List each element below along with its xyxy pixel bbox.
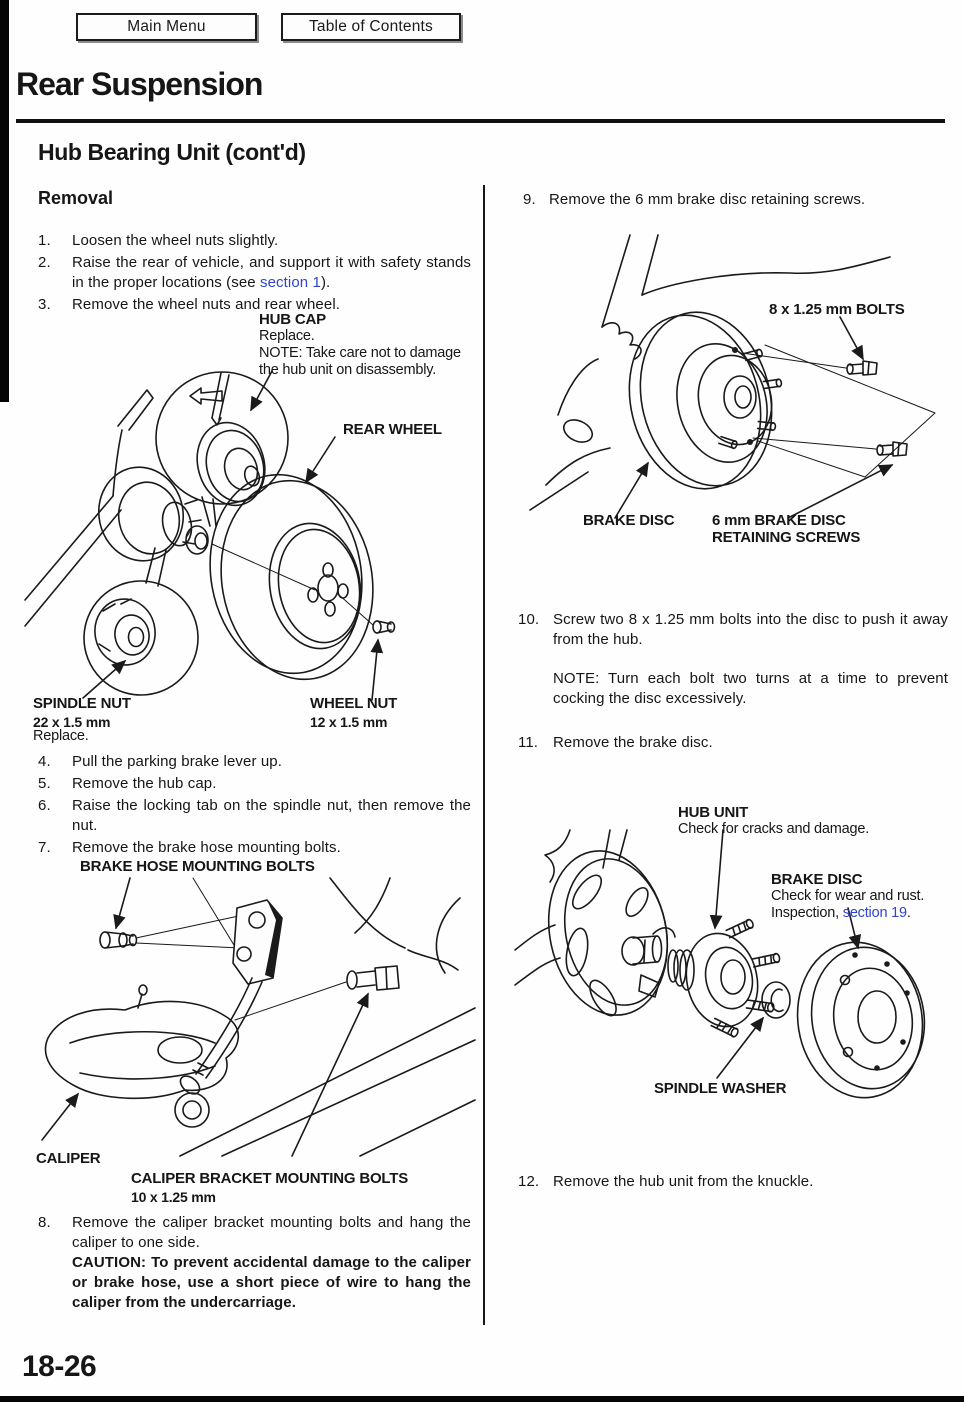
hub-cap-note: NOTE: Take care not to damage the hub unit on disassembly. bbox=[259, 345, 461, 378]
retaining-screws-label-line1: 6 mm BRAKE DISC bbox=[712, 512, 846, 529]
removal-subheading: Removal bbox=[38, 188, 114, 208]
wheel-nut-callout bbox=[310, 695, 397, 730]
step-text-segment: ). bbox=[320, 274, 331, 291]
rear-wheel-label: REAR WHEEL bbox=[343, 421, 442, 438]
steps-1-3 bbox=[38, 231, 471, 317]
step-12-block bbox=[518, 1172, 948, 1194]
brake-disc-diagram bbox=[530, 235, 960, 520]
hub-unit-label: HUB UNIT bbox=[678, 804, 749, 821]
step-number: 12. bbox=[518, 1173, 540, 1190]
step-9-block bbox=[523, 190, 947, 212]
section-1-link[interactable]: section 1 bbox=[260, 274, 321, 291]
step-number: 4. bbox=[38, 753, 51, 770]
step-12 bbox=[518, 1172, 948, 1192]
brake-disc-arrow bbox=[615, 463, 648, 518]
scan-edge-bottom bbox=[0, 1396, 964, 1402]
bracket-bolts-label: CALIPER BRACKET MOUNTING BOLTS bbox=[131, 1170, 409, 1187]
inspection-text: . bbox=[906, 905, 911, 921]
wheel-stud bbox=[711, 1018, 739, 1038]
brake-disc-shape bbox=[612, 298, 790, 503]
step-text: Pull the parking brake lever up. bbox=[72, 753, 282, 770]
spindle-nut-callout bbox=[33, 695, 131, 743]
main-menu-button[interactable] bbox=[76, 13, 257, 41]
scan-edge-left bbox=[0, 0, 9, 402]
step-text: Raise the locking tab on the spindle nut, then remove the nut. bbox=[72, 797, 471, 834]
step-text bbox=[72, 1213, 471, 1313]
brake-disc-inspection-note bbox=[771, 905, 924, 922]
push-bolt-shape bbox=[847, 361, 877, 375]
bracket-bolts-size: 10 x 1.25 mm bbox=[131, 1189, 216, 1205]
step-8-text: Remove the caliper bracket mounting bolts and hang the caliper to one side. bbox=[72, 1214, 471, 1251]
step-number: 3. bbox=[38, 296, 51, 313]
step-number: 2. bbox=[38, 254, 51, 271]
step-text: Remove the hub cap. bbox=[72, 775, 217, 792]
plane-outline bbox=[758, 345, 935, 477]
spindle-washer-shape bbox=[762, 982, 790, 1018]
steps-4-7 bbox=[38, 752, 471, 860]
step-10-text: Screw two 8 x 1.25 mm bolts into the disc to push it away from the hub. bbox=[553, 611, 948, 648]
spindle-nut-arrow bbox=[83, 661, 125, 698]
step-text: Remove the hub unit from the knuckle. bbox=[553, 1173, 814, 1190]
strut-knuckle-lines bbox=[530, 235, 890, 510]
step-10-block bbox=[518, 610, 948, 711]
backing-plate-shape bbox=[534, 840, 682, 1026]
step-8 bbox=[38, 1213, 471, 1313]
bracket-bolt-shape bbox=[347, 966, 399, 990]
caliper-label: CALIPER bbox=[36, 1150, 101, 1167]
bracket-bolts-arrow bbox=[292, 994, 368, 1156]
step-number: 11. bbox=[518, 734, 539, 751]
step-text bbox=[553, 610, 948, 709]
hub-unit-note: Check for cracks and damage. bbox=[678, 821, 870, 837]
bolts-8x125-label: 8 x 1.25 mm BOLTS bbox=[769, 301, 905, 318]
retaining-screws-label-line2: RETAINING SCREWS bbox=[712, 529, 861, 546]
page-title: Rear Suspension bbox=[16, 66, 263, 102]
brake-disc-shape bbox=[787, 933, 935, 1106]
step-10-note: NOTE: Turn each bolt two turns at a time to prevent cocking the disc excessively. bbox=[553, 670, 948, 707]
hub-unit-arrow bbox=[715, 830, 723, 928]
brake-hose-bolts-label: BRAKE HOSE MOUNTING BOLTS bbox=[80, 858, 315, 875]
table-of-contents-button-label: Table of Contents bbox=[308, 18, 434, 35]
step-number: 7. bbox=[38, 839, 51, 856]
step-number: 10. bbox=[518, 611, 540, 628]
wheel-removal-diagram bbox=[25, 368, 475, 703]
caliper-arrow bbox=[42, 1094, 78, 1140]
step-number: 9. bbox=[523, 191, 536, 208]
step-11 bbox=[518, 733, 948, 753]
trailing-arm bbox=[25, 390, 201, 626]
spindle-nut-replace: Replace. bbox=[33, 728, 89, 744]
main-menu-button-label: Main Menu bbox=[127, 18, 206, 35]
step-text: Loosen the wheel nuts slightly. bbox=[72, 232, 279, 249]
page-number: 18-26 bbox=[22, 1350, 97, 1383]
wheel-nut-arrow bbox=[372, 640, 378, 700]
step-text-segment: Raise the rear of vehicle, and support it with safety stands in the proper locations (see bbox=[72, 254, 471, 291]
step-number: 8. bbox=[38, 1214, 51, 1231]
push-bolt-shape bbox=[877, 442, 907, 456]
section-19-link[interactable]: section 19 bbox=[842, 905, 907, 921]
step-text bbox=[72, 253, 471, 293]
wheel-nut-label: WHEEL NUT bbox=[310, 695, 398, 712]
step-4 bbox=[38, 752, 471, 772]
suspension-scribbles bbox=[515, 830, 627, 985]
spindle-nut-balloon bbox=[84, 548, 198, 695]
brake-hose-bolt-arrow bbox=[116, 878, 130, 928]
wheel-stud bbox=[726, 919, 754, 939]
brake-hose-bolt-shape bbox=[100, 932, 137, 948]
step-6 bbox=[38, 796, 471, 836]
hub-cap-label: HUB CAP bbox=[259, 311, 326, 328]
spindle-nut-size: 22 x 1.5 mm bbox=[33, 714, 111, 730]
step-2 bbox=[38, 253, 471, 293]
title-rule bbox=[16, 119, 945, 123]
hub-cap-balloon bbox=[156, 371, 288, 513]
step-text: Remove the brake disc. bbox=[553, 734, 713, 751]
step-text: Remove the brake hose mounting bolts. bbox=[72, 839, 341, 856]
step-8-block bbox=[38, 1213, 471, 1315]
retaining-screws-callout bbox=[712, 512, 860, 546]
suspension-arm-lines bbox=[180, 878, 475, 1156]
step-number: 1. bbox=[38, 232, 51, 249]
step-8-caution: CAUTION: To prevent accidental damage to the caliper or brake hose, use a short piece of wire to hang the caliper from the undercarriage. bbox=[72, 1254, 471, 1311]
hub-cap-replace-note: Replace. bbox=[259, 328, 315, 344]
section-heading: Hub Bearing Unit (cont'd) bbox=[38, 139, 306, 165]
brake-disc-note: Check for wear and rust. bbox=[771, 888, 925, 904]
spindle-nut-label: SPINDLE NUT bbox=[33, 695, 131, 712]
step-5 bbox=[38, 774, 471, 794]
rear-wheel-arrow bbox=[306, 437, 335, 482]
bolts-arrow bbox=[840, 317, 863, 359]
inspection-text: Inspection, bbox=[771, 905, 843, 921]
retaining-screws-arrow bbox=[788, 465, 892, 518]
step-number: 5. bbox=[38, 775, 51, 792]
wheel-nut-size: 12 x 1.5 mm bbox=[310, 714, 388, 730]
caliper-diagram bbox=[30, 878, 475, 1156]
step-text: Remove the wheel nuts and rear wheel. bbox=[72, 296, 341, 313]
spindle-washer-label: SPINDLE WASHER bbox=[654, 1080, 787, 1097]
step-1 bbox=[38, 231, 471, 251]
wheel-stud bbox=[746, 1000, 774, 1013]
wheel-stud bbox=[752, 953, 780, 967]
bracket-bolts-callout bbox=[131, 1170, 408, 1205]
step-11-block bbox=[518, 733, 948, 755]
step-number: 6. bbox=[38, 797, 51, 814]
step-10 bbox=[518, 610, 948, 709]
step-text: Remove the 6 mm brake disc retaining screws. bbox=[549, 191, 866, 208]
hose-bracket-shape bbox=[233, 900, 282, 984]
step-7 bbox=[38, 838, 471, 858]
column-divider bbox=[483, 185, 485, 1325]
brake-disc-label: BRAKE DISC bbox=[771, 871, 863, 888]
brake-disc-inspect-callout bbox=[771, 871, 924, 922]
hub-unit-shape bbox=[668, 927, 766, 1033]
brake-disc-label: BRAKE DISC bbox=[583, 512, 675, 529]
table-of-contents-button[interactable] bbox=[281, 13, 461, 41]
step-9 bbox=[523, 190, 947, 210]
